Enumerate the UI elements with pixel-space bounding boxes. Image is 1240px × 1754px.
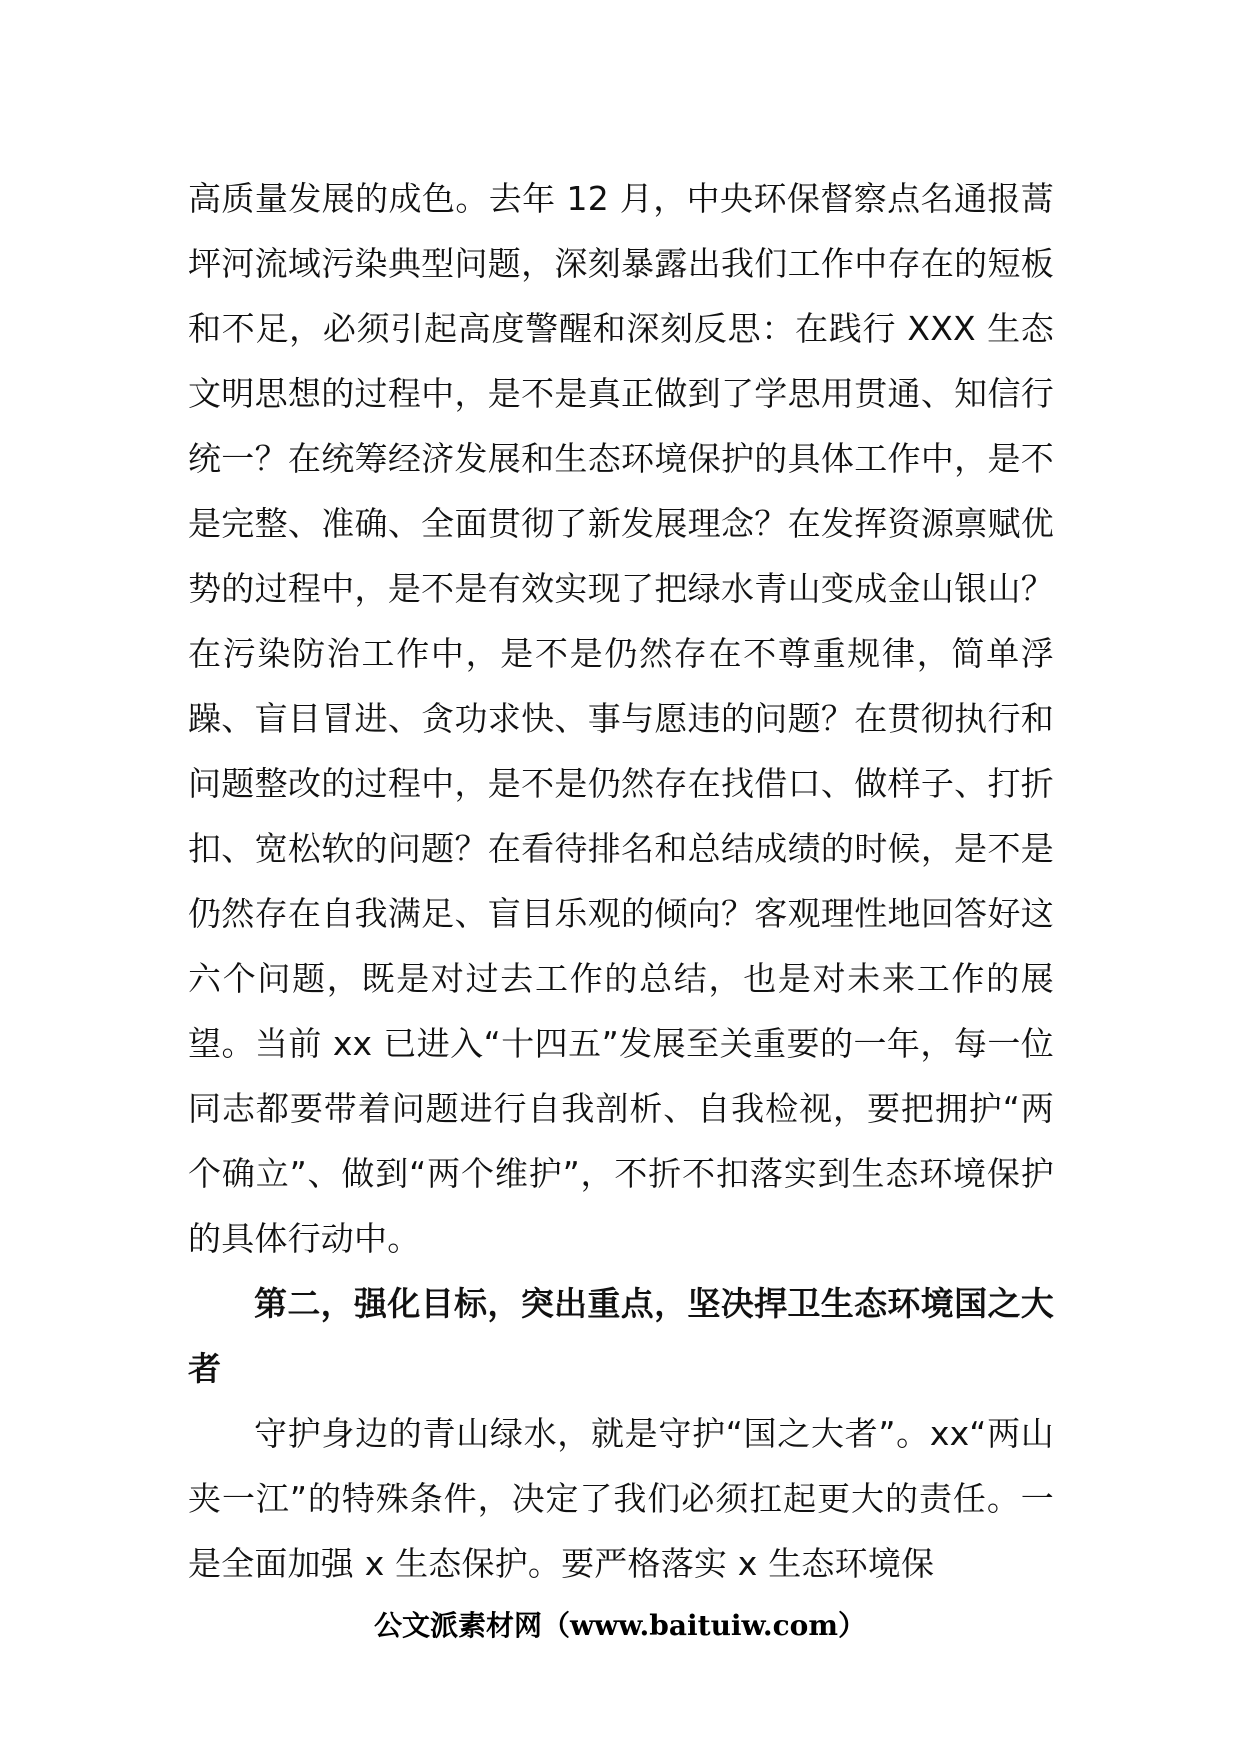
document-body: [188, 166, 1054, 1596]
footer-watermark-text: 公文派素材网（www.baituiw.com）: [374, 1609, 866, 1642]
paragraph-body-3: 守护身边的青山绿水，就是守护“国之大者”。xx“两山夹一江”的特殊条件，决定了我们必须扛起更大的责任。一是全面加强 x 生态保护。要严格落实 x 生态环境保: [188, 1414, 1054, 1583]
section-heading-2: 第二，强化目标，突出重点，坚决捍卫生态环境国之大者: [188, 1284, 1054, 1388]
paragraph-body-1: 高质量发展的成色。去年 12 月，中央环保督察点名通报蒿坪河流域污染典型问题，深刻暴露出我们工作中存在的短板和不足，必须引起高度警醒和深刻反思：在践行 XXX 生态文明思想的过程中，是不是真正做到了学思用贯通、知信行统一？在统筹经济发展和生态环境保护的具体工作中，是不是完整、准确、全面贯彻了新发展理念？在发挥资源禀赋优势的过程中，是不是有效实现了把绿水青山变成金山银山？在污染防治工作中，是不是仍然存在不尊重规律，简单浮躁、盲目冒进、贪功求快、事与愿违的问题？在贯彻执行和问题整改的过程中，是不是仍然存在找借口、做样子、打折扣、宽松软的问题？在看待排名和总结成绩的时候，是不是仍然存在自我满足、盲目乐观的倾向？客观理性地回答好这六个问题，既是对过去工作的总结，也是对未来工作的展望。当前 xx 已进入“十四五”发展至关重要的一年，每一位同志都要带着问题进行自我剖析、自我检视，要把拥护“两个确立”、做到“两个维护”，不折不扣落实到生态环境保护的具体行动中。: [188, 179, 1054, 1258]
